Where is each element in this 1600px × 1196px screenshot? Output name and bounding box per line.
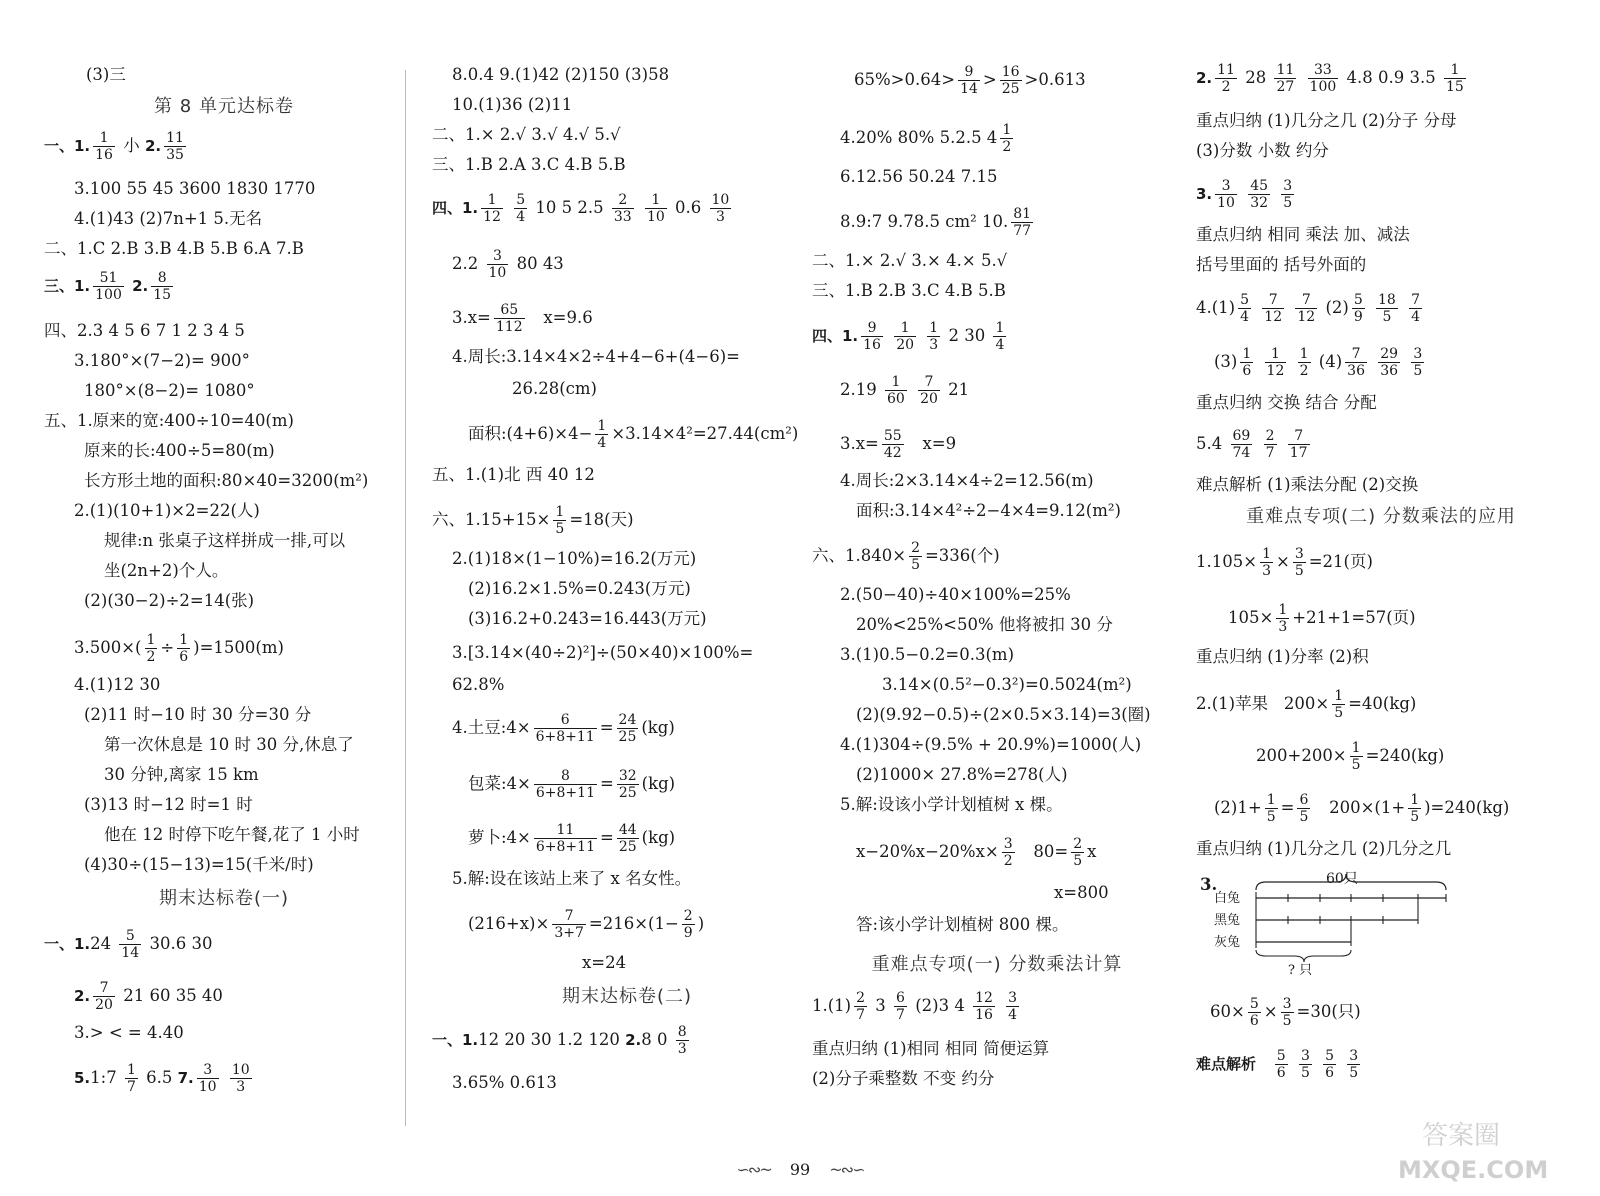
text-line: 105× $\frac{1}{3}$ +21+1=57(页) — [1228, 602, 1416, 635]
text-line: 坐(2n+2)个人。 — [104, 561, 229, 580]
text-line: 萝卜:4× $\frac{11}{6+8+11}$ = $\frac{44}{25}$ (kg) — [468, 822, 676, 855]
text-line: 5.1:7 $\frac{1}{7}$ 6.5 7. $\frac{3}{10}$ $\frac{10}{3}$ — [74, 1062, 250, 1095]
text-line: (2)16.2×1.5%=0.243(万元) — [468, 579, 691, 598]
text-line: 200+200× $\frac{1}{5}$ =240(kg) — [1256, 740, 1445, 773]
text-line: 3.14×(0.5²−0.3²)=0.5024(m²) — [882, 675, 1132, 694]
watermark-text: MXQE.COM — [1398, 1156, 1549, 1184]
text-line: (3)13 时−12 时=1 时 — [84, 795, 253, 814]
text-line: 重点归纳 (1)几分之几 (2)几分之几 — [1196, 839, 1452, 858]
text-line: 二、1.× 2.√ 3.× 4.× 5.√ — [812, 251, 1008, 270]
text-line: 三、1.B 2.B 3.C 4.B 5.B — [812, 281, 1006, 300]
text-line: 长方形土地的面积:80×40=3200(m²) — [84, 471, 369, 490]
text-line: 20%<25%<50% 他将被扣 30 分 — [856, 615, 1113, 634]
section-title: 重难点专项(二) 分数乘法的应用 — [1246, 506, 1516, 527]
rabbit-line-diagram: 3. 60只 白兔 黑兔 灰兔 ? 只 — [1196, 868, 1496, 978]
text-line: 2.19 $\frac{1}{60}$ $\frac{7}{20}$ 21 — [840, 374, 970, 407]
text-line: 6.12.56 50.24 7.15 — [840, 167, 998, 186]
text-inline: 8.9:7 9.78.5 cm² 10. — [840, 212, 1009, 231]
text-line: 四、2.3 4 5 6 7 1 2 3 4 5 — [44, 321, 245, 340]
text-line: 3.100 55 45 3600 1830 1770 — [74, 179, 316, 198]
text-line: 2.(1)苹果 200× $\frac{1}{5}$ =40(kg) — [1196, 688, 1417, 721]
diagram-row-label: 灰兔 — [1214, 935, 1241, 950]
text-line: (3) $\frac{1}{6}$ $\frac{1}{12}$ $\frac{1}{2}$ (4) $\frac{7}{36}$ $\frac{29}{36}$ $\frac{3}{5}$ — [1214, 346, 1423, 379]
text-line: 括号里面的 括号外面的 — [1196, 255, 1367, 274]
text-line: 四、1. $\frac{9}{16}$ $\frac{1}{20}$ $\frac{1}{3}$ 2 30 $\frac{1}{4}$ — [812, 320, 1005, 353]
text-line: 8.9:7 9.78.5 cm² 10. $\frac{81}{77}$ — [840, 206, 1032, 239]
text-line: 1.105× $\frac{1}{3}$ × $\frac{3}{5}$ =21(页) — [1196, 546, 1373, 579]
text-line: 2.(50−40)÷40×100%=25% — [840, 585, 1071, 604]
text-line: 4.周长:2×3.14×4÷2=12.56(m) — [840, 471, 1094, 490]
text-line: 3.65% 0.613 — [452, 1073, 557, 1092]
section-title: 期末达标卷(二) — [561, 986, 693, 1007]
text-line: 4.(1) $\frac{5}{4}$ $\frac{7}{12}$ $\frac{7}{12}$ (2) $\frac{5}{9}$ $\frac{18}{5}$ $\frac{7}{4}$ — [1196, 292, 1420, 325]
text-line: 2. $\frac{7}{20}$ 21 60 35 40 — [74, 980, 223, 1013]
text-line: 五、1.原来的宽:400÷10=40(m) — [44, 411, 294, 430]
text-line: 5.解:设在该站上来了 x 名女性。 — [452, 869, 692, 888]
text-line: (4)30÷(15−13)=15(千米/时) — [84, 855, 314, 874]
text-line: (2)(9.92−0.5)÷(2×0.5×3.14)=3(圈) — [856, 705, 1151, 724]
text-line: 2.(1)18×(1−10%)=16.2(万元) — [452, 549, 697, 568]
text-line: 难点解析 (1)乘法分配 (2)交换 — [1196, 475, 1419, 494]
text-line: 2.(1)(10+1)×2=22(人) — [74, 501, 260, 520]
text-line: 1.(1) $\frac{2}{7}$ 3 $\frac{6}{7}$ (2)3 4 $\frac{12}{16}$ $\frac{3}{4}$ — [812, 990, 1018, 1023]
watermark-logo — [1392, 1116, 1562, 1186]
text-line: 重点归纳 (1)几分之几 (2)分子 分母 — [1196, 111, 1457, 130]
text-line: 65%>0.64> $\frac{9}{14}$ > $\frac{16}{25}$ >0.613 — [854, 64, 1086, 97]
section-title: 期末达标卷(一) — [158, 888, 290, 909]
text-line: x=24 — [582, 953, 627, 972]
watermark-top-text: 答案圈 — [1422, 1121, 1501, 1151]
text-line: 重点归纳 交换 结合 分配 — [1196, 393, 1377, 412]
text-line: 一、1. $\frac{1}{16}$ 小 2. $\frac{11}{35}$ — [44, 130, 184, 163]
text-line: 3.[3.14×(40÷2)²]÷(50×40)×100%= — [452, 643, 754, 662]
text-line: 原来的长:400÷5=80(m) — [84, 441, 275, 460]
column-divider — [405, 70, 406, 1126]
section-title: 第 8 单元达标卷 — [154, 96, 294, 117]
text-line: 3.x= $\frac{65}{112}$ x=9.6 — [452, 302, 593, 335]
text-line: 面积:3.14×4²÷2−4×4=9.12(m²) — [856, 501, 1121, 520]
text-inline: =30(只) — [1296, 1002, 1361, 1021]
text-line: (2)11 时−10 时 30 分=30 分 — [84, 705, 312, 724]
text-line: 62.8% — [452, 675, 505, 694]
diagram-row-label: 白兔 — [1214, 891, 1241, 906]
text-line: 4.20% 80% 5.2.5 4 $\frac{1}{2}$ — [840, 122, 1012, 155]
text-line: 规律:n 张桌子这样拼成一排,可以 — [104, 531, 346, 550]
text-line: 180°×(8−2)= 1080° — [84, 381, 255, 400]
text-line: 三、1. $\frac{51}{100}$ 2. $\frac{8}{15}$ — [44, 270, 172, 303]
text-line: 2.2 $\frac{3}{10}$ 80 43 — [452, 248, 564, 281]
text-line: 2. $\frac{11}{2}$ 28 $\frac{11}{27}$ $\frac{33}{100}$ 4.8 0.9 3.5 $\frac{1}{15}$ — [1196, 62, 1464, 95]
text-line: 5.4 $\frac{69}{74}$ $\frac{2}{7}$ $\frac{7}{17}$ — [1196, 428, 1308, 461]
text-line: 5.解:设该小学计划植树 x 棵。 — [840, 795, 1063, 814]
diagram-row-label: 黑兔 — [1214, 913, 1241, 928]
text-line: 8.0.4 9.(1)42 (2)150 (3)58 — [452, 65, 670, 84]
text-line: 六、1.840× $\frac{2}{5}$ =336(个) — [812, 540, 1000, 573]
text-line: 面积:(4+6)×4− $\frac{1}{4}$ ×3.14×4²=27.44(cm²) — [468, 418, 799, 451]
text-line: (3)分数 小数 约分 — [1196, 141, 1329, 160]
text-line: 3. $\frac{3}{10}$ $\frac{45}{32}$ $\frac{3}{5}$ — [1196, 178, 1293, 211]
text-line: 3.500×( $\frac{1}{2}$ ÷ $\frac{1}{6}$ )=1500(m) — [74, 632, 284, 665]
text-line: (3)三 — [86, 65, 126, 84]
text-line: 4.(1)43 (2)7n+1 5.无名 — [74, 209, 263, 228]
text-line: x=800 — [1054, 883, 1109, 902]
text-line: (2)(30−2)÷2=14(张) — [84, 591, 255, 610]
text-inline: 难点解析 — [1196, 1055, 1257, 1073]
text-line: 26.28(cm) — [512, 379, 597, 398]
text-line: 4.土豆:4× $\frac{6}{6+8+11}$ = $\frac{24}{25}$ (kg) — [452, 712, 675, 745]
text-line: 4.(1)12 30 — [74, 675, 161, 694]
text-line: 二、1.C 2.B 3.B 4.B 5.B 6.A 7.B — [44, 239, 304, 258]
text-line: (2)1000× 27.8%=278(人) — [856, 765, 1068, 784]
text-inline: x=9.6 — [543, 308, 593, 327]
text-line: 3.> < = 4.40 — [74, 1023, 184, 1042]
ornament-right-icon: ~∾∽ — [829, 1160, 864, 1179]
text-line: 难点解析 $\frac{5}{6}$ $\frac{3}{5}$ $\frac{5}{6}$ $\frac{3}{5}$ — [1196, 1048, 1359, 1081]
text-line: 3.180°×(7−2)= 900° — [74, 351, 250, 370]
text-line: 包菜:4× $\frac{8}{6+8+11}$ = $\frac{32}{25}$ (kg) — [468, 768, 676, 801]
ornament-left-icon: ∽∾~ — [736, 1160, 771, 1179]
text-line: 4.周长:3.14×4×2÷4+4−6+(4−6)= — [452, 347, 741, 366]
text-line: 10.(1)36 (2)11 — [452, 95, 573, 114]
text-line: 重点归纳 相同 乘法 加、减法 — [1196, 225, 1410, 244]
text-line: 重点归纳 (1)分率 (2)积 — [1196, 647, 1369, 666]
text-line: (2)1+ $\frac{1}{5}$ = $\frac{6}{5}$ 200×(1+ $\frac{1}{5}$ )=240(kg) — [1214, 792, 1510, 825]
text-line: 六、1.15+15× $\frac{1}{5}$ =18(天) — [432, 504, 634, 537]
text-inline: 4.20% 80% 5.2.5 4 — [840, 128, 998, 147]
section-title: 重难点专项(一) 分数乘法计算 — [871, 954, 1123, 975]
page-number: 99 — [789, 1160, 811, 1179]
text-line: 3.x= $\frac{55}{42}$ x=9 — [840, 428, 957, 461]
text-line: 一、1.24 $\frac{5}{14}$ 30.6 30 — [44, 928, 213, 961]
text-line: 30 分钟,离家 15 km — [104, 765, 259, 784]
text-line: (3)16.2+0.243=16.443(万元) — [468, 609, 707, 628]
text-line: 第一次休息是 10 时 30 分,休息了 — [104, 735, 354, 754]
text-line: 60× $\frac{5}{6}$ × $\frac{3}{5}$ =30(只) — [1210, 996, 1361, 1029]
text-line: (216+x)× $\frac{7}{3+7}$ =216×(1− $\frac{2}{9}$ ) — [468, 908, 705, 941]
text-inline: 2.(1)苹果 — [1196, 694, 1269, 713]
text-line: 三、1.B 2.A 3.C 4.B 5.B — [432, 155, 626, 174]
text-line: 一、1.12 20 30 1.2 120 2.8 0 $\frac{8}{3}$ — [432, 1024, 687, 1057]
text-inline: =336(个) — [924, 546, 1000, 565]
diagram-total-label: 60只 — [1326, 871, 1358, 887]
text-line: (2)分子乘整数 不变 约分 — [812, 1069, 995, 1088]
text-line: 四、1. $\frac{1}{12}$ $\frac{5}{4}$ 10 5 2.5 $\frac{2}{33}$ $\frac{1}{10}$ 0.6 $\frac{10}{3}$ — [432, 192, 730, 225]
text-line: x−20%x−20%x× $\frac{3}{2}$ 80= $\frac{2}{5}$ x — [856, 836, 1097, 869]
page-footer — [700, 1160, 900, 1179]
diagram-question-label: ? 只 — [1288, 963, 1313, 978]
text-line: 3.(1)0.5−0.2=0.3(m) — [840, 645, 1015, 664]
text-line: 答:该小学计划植树 800 棵。 — [856, 915, 1069, 934]
text-line: 4.(1)304÷(9.5% + 20.9%)=1000(人) — [840, 735, 1142, 754]
text-line: 重点归纳 (1)相同 相同 简便运算 — [812, 1039, 1050, 1058]
text-line: 五、1.(1)北 西 40 12 — [432, 465, 595, 484]
text-line: 他在 12 时停下吃午餐,花了 1 小时 — [104, 825, 360, 844]
text-line: 二、1.× 2.√ 3.√ 4.√ 5.√ — [432, 125, 621, 144]
